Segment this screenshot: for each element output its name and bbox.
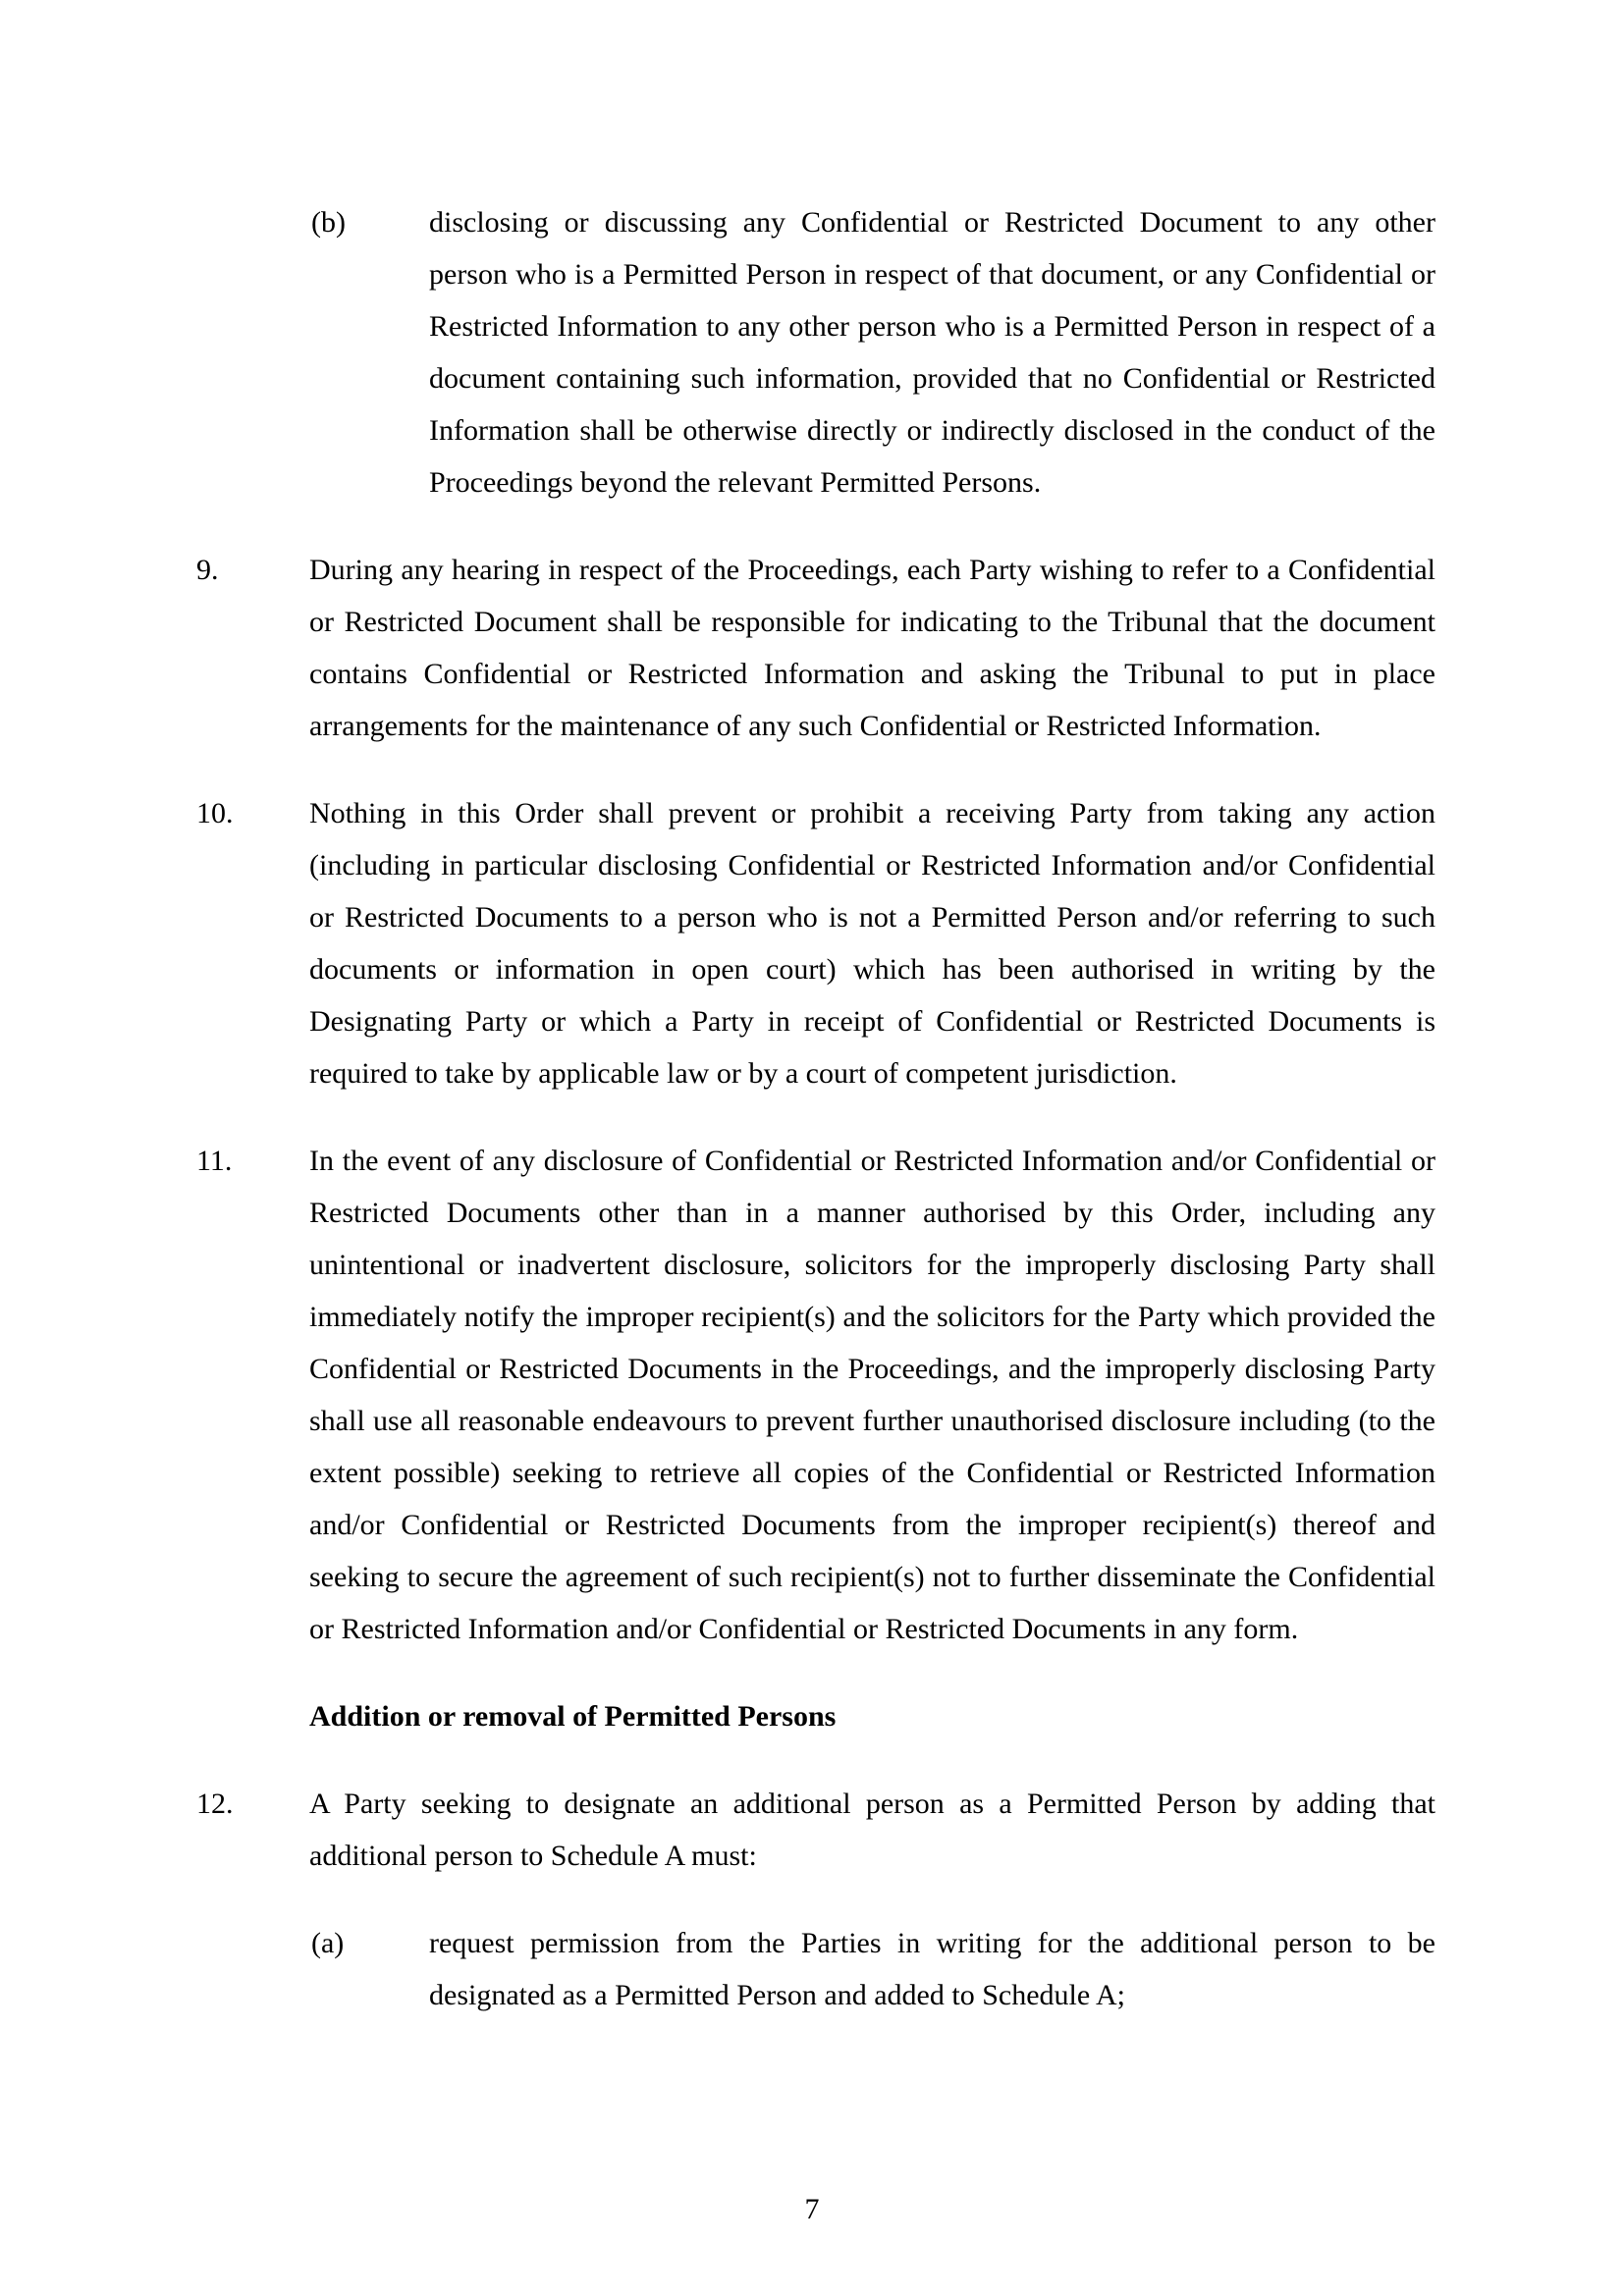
paragraph-10-text: Nothing in this Order shall prevent or prohibit a receiving Party from taking any action (including in particular disclosing Confidential or Restricted Information and/or Confidential or Restricted Documents to a person who is not a Permitted Person and/or referring to such documents or information in open court) which has been authorised in writing by the Designating Party or which a Party in receipt of Confidential or Restricted Documents is required to take by applicable law or by a court of competent jurisdiction.: [309, 797, 1435, 1090]
paragraph-11: [196, 1135, 1435, 1655]
paragraph-9-text: During any hearing in respect of the Proceedings, each Party wishing to refer to a Confidential or Restricted Document shall be responsible for indicating to the Tribunal that the document contains Confidential or Restricted Information and asking the Tribunal to put in place arrangements for the maintenance of any such Confidential or Restricted Information.: [309, 554, 1435, 742]
paragraph-9-number: 9.: [196, 554, 219, 586]
paragraph-9: [196, 544, 1435, 752]
document-body: [196, 196, 1435, 2056]
paragraph-11-text: In the event of any disclosure of Confidential or Restricted Information and/or Confidential or Restricted Documents other than in a manner authorised by this Order, including any unintentional or inadvertent disclosure, solicitors for the improperly disclosing Party shall immediately notify the improper recipient(s) and the solicitors for the Party which provided the Confidential or Restricted Documents in the Proceedings, and the improperly disclosing Party shall use all reasonable endeavours to prevent further unauthorised disclosure including (to the extent possible) seeking to retrieve all copies of the Confidential or Restricted Information and/or Confidential or Restricted Documents from the improper recipient(s) thereof and seeking to secure the agreement of such recipient(s) not to further disseminate the Confidential or Restricted Information and/or Confidential or Restricted Documents in any form.: [309, 1145, 1435, 1645]
paragraph-12-text: A Party seeking to designate an additional person as a Permitted Person by adding that additional person to Schedule A must:: [309, 1788, 1435, 1872]
section-heading: Addition or removal of Permitted Persons: [309, 1700, 837, 1733]
clause-b-item: [311, 196, 1435, 508]
paragraph-11-number: 11.: [196, 1145, 233, 1177]
paragraph-12: [196, 1778, 1435, 1882]
clause-b-text: disclosing or discussing any Confidential or Restricted Document to any other person who is a Permitted Person in respect of that document, or any Confidential or Restricted Information to any other person who is a Permitted Person in respect of a document containing such information, provided that no Confidential or Restricted Information shall be otherwise directly or indirectly disclosed in the conduct of the Proceedings beyond the relevant Permitted Persons.: [429, 206, 1435, 499]
clause-b-label: (b): [311, 206, 346, 239]
paragraph-12-number: 12.: [196, 1788, 234, 1820]
page-number: 7: [804, 2193, 820, 2225]
paragraph-10: [196, 787, 1435, 1099]
paragraph-10-number: 10.: [196, 797, 234, 829]
clause-a-text: request permission from the Parties in writing for the additional person to be designated as a Permitted Person and added to Schedule A;: [429, 1927, 1435, 2011]
clause-a-item: [311, 1917, 1435, 2021]
clause-a-label: (a): [311, 1927, 345, 1959]
